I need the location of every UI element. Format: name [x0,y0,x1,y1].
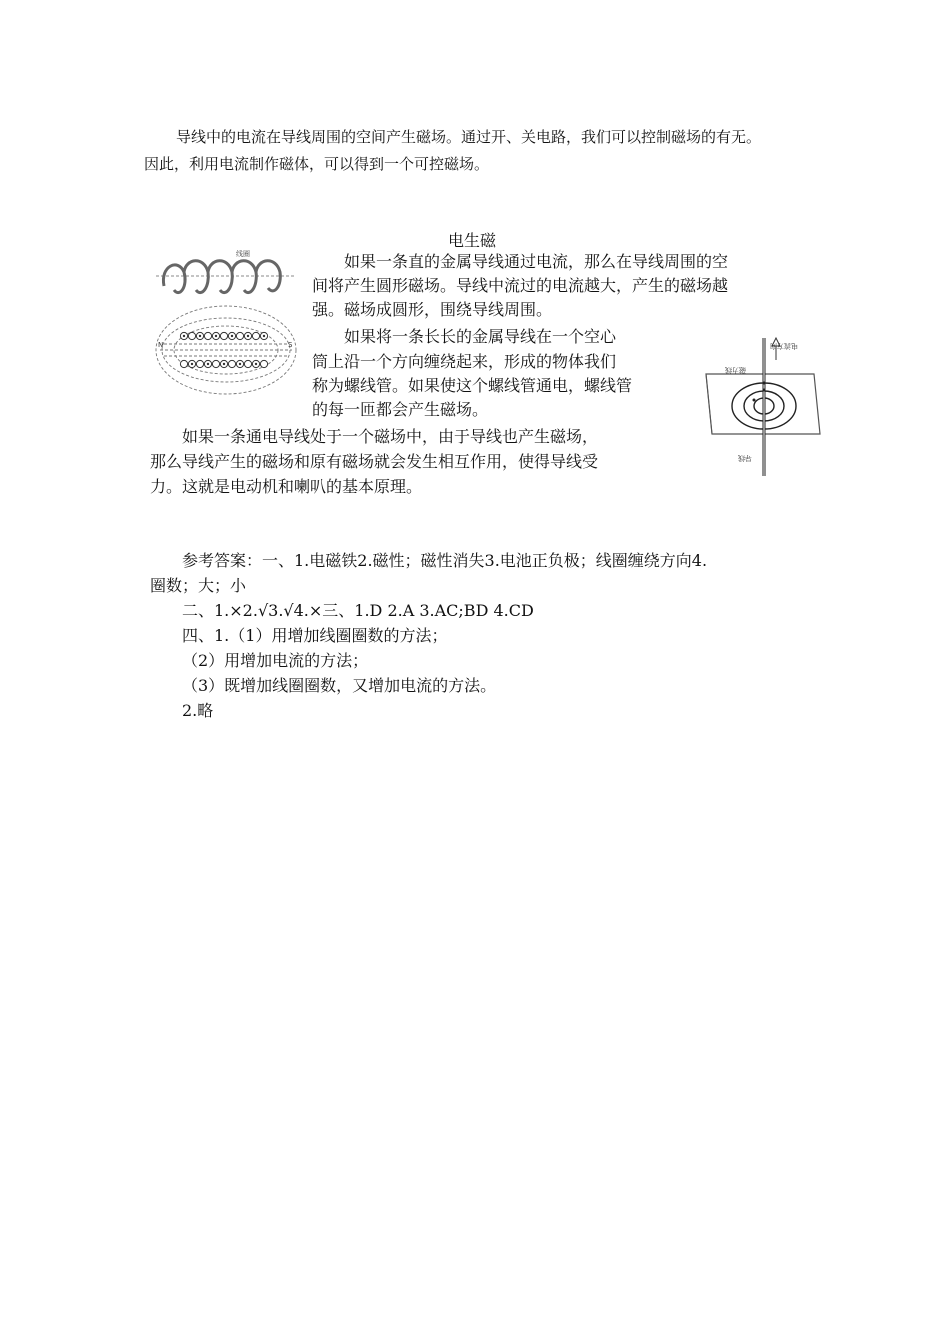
p2-line-3: 称为螺线管。如果使这个螺线管通电，螺线管 [312,376,633,395]
p3-line-1: 如果一条通电导线处于一个磁场中，由于导线也产生磁场， [182,427,599,446]
p3-line-3: 力。这就是电动机和喇叭的基本原理。 [150,477,423,496]
p2-line-4: 的每一匝都会产生磁场。 [312,400,489,419]
answer-line-1: 参考答案：一、1.电磁铁2.磁性；磁性消失3.电池正负极；线圈缠绕方向4. [182,551,708,570]
pole-s-label: S [288,341,293,349]
answer-line-6: （3）既增加线圈圈数，又增加电流的方法。 [182,676,497,695]
coil-label: 线圈 [236,250,250,258]
p1-line-1: 如果一条直的金属导线通过电流，那么在导线周围的空 [344,252,729,271]
p2-line-2: 筒上沿一个方向缠绕起来，形成的物体我们 [312,352,617,371]
wire-field-figure [702,334,826,482]
p1-line-2: 间将产生圆形磁场。导线中流过的电流越大，产生的磁场越 [312,276,729,295]
answer-line-7: 2.略 [182,701,214,720]
answer-line-5: （2）用增加电流的方法； [182,651,369,670]
section-title: 电生磁 [448,231,497,250]
answer-line-3: 二、1.×2.√3.√4.×三、1.D 2.A 3.AC;BD 4.CD [182,601,534,620]
pole-n-label: N [158,341,164,349]
intro-line-2: 因此，利用电流制作磁体，可以得到一个可控磁场。 [144,155,490,173]
solenoid-figure [150,246,300,396]
wire-label-side: 磁力线 [725,366,746,374]
p3-line-2: 那么导线产生的磁场和原有磁场就会发生相互作用，使得导线受 [150,452,599,471]
intro-line-1: 导线中的电流在导线周围的空间产生磁场。通过开、关电路，我们可以控制磁场的有无。 [176,128,762,146]
wire-label-top: 电流方向 [770,342,798,350]
answer-line-4: 四、1.（1）用增加线圈圈数的方法； [182,626,448,645]
answer-line-2: 圈数；大；小 [150,576,247,595]
p1-line-3: 强。磁场成圆形，围绕导线周围。 [312,300,553,319]
wire-label-bottom: 导线 [738,454,752,462]
p2-line-1: 如果将一条长长的金属导线在一个空心 [344,327,617,346]
